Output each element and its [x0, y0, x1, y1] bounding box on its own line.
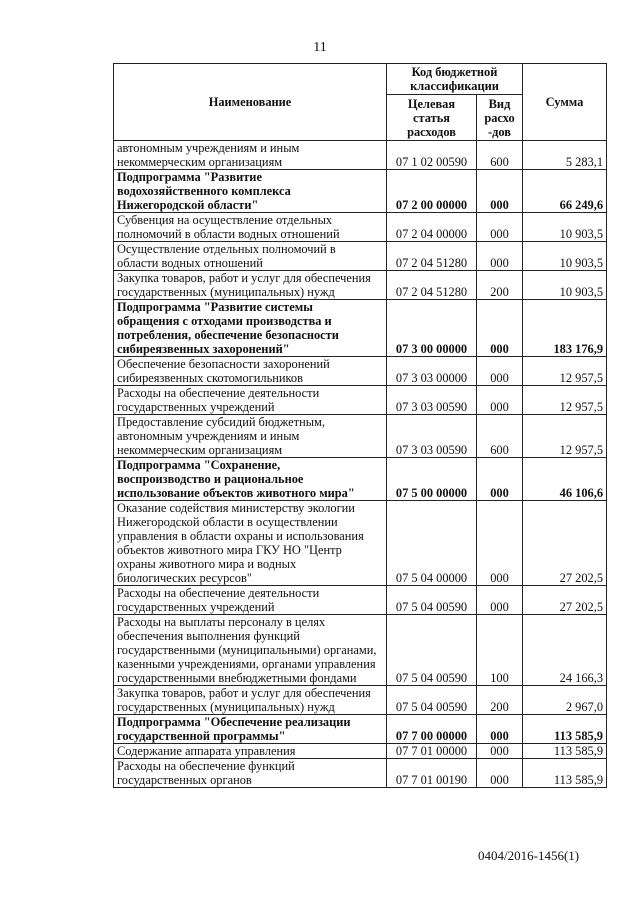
header-target: Целевая статья расходов — [387, 95, 477, 141]
cell-name: Расходы на обеспечение деятельности государственных учреждений — [114, 586, 387, 615]
header-kind: Вид расхо -дов — [477, 95, 523, 141]
cell-kind: 200 — [477, 271, 523, 300]
cell-name: Субвенция на осуществление отдельных полномочий в области водных отношений — [114, 213, 387, 242]
table-row — [114, 615, 607, 686]
table-row — [114, 141, 607, 170]
cell-sum: 27 202,5 — [523, 586, 607, 615]
table-row — [114, 744, 607, 759]
cell-sum: 10 903,5 — [523, 213, 607, 242]
cell-target: 07 5 04 00590 — [387, 586, 477, 615]
cell-sum: 113 585,9 — [523, 744, 607, 759]
cell-target: 07 5 04 00590 — [387, 686, 477, 715]
cell-name: Расходы на обеспечение деятельности государственных учреждений — [114, 386, 387, 415]
cell-target: 07 2 04 51280 — [387, 271, 477, 300]
cell-name: Подпрограмма "Развитие водохозяйственного комплекса Нижегородской области" — [114, 170, 387, 213]
cell-sum: 24 166,3 — [523, 615, 607, 686]
cell-sum: 10 903,5 — [523, 271, 607, 300]
cell-kind: 000 — [477, 744, 523, 759]
cell-kind: 000 — [477, 386, 523, 415]
cell-kind: 000 — [477, 170, 523, 213]
cell-kind: 000 — [477, 300, 523, 357]
cell-name: Содержание аппарата управления — [114, 744, 387, 759]
cell-kind: 100 — [477, 615, 523, 686]
cell-kind: 000 — [477, 586, 523, 615]
table-row — [114, 759, 607, 788]
cell-sum: 12 957,5 — [523, 357, 607, 386]
cell-name: Расходы на выплаты персоналу в целях обеспечения выполнения функций государственными (муниципальными) органами, казенными учреждениями, органами управления государственными внебюджетными фондами — [114, 615, 387, 686]
cell-target: 07 3 03 00000 — [387, 357, 477, 386]
table-row — [114, 715, 607, 744]
header-sum: Сумма — [523, 64, 607, 141]
cell-sum: 12 957,5 — [523, 386, 607, 415]
table-row — [114, 271, 607, 300]
cell-sum: 2 967,0 — [523, 686, 607, 715]
cell-kind: 000 — [477, 242, 523, 271]
table-body — [114, 141, 607, 788]
cell-name: автономным учреждениям и иным некоммерческим организациям — [114, 141, 387, 170]
table-row — [114, 586, 607, 615]
table-row — [114, 686, 607, 715]
budget-table — [113, 63, 607, 788]
cell-name: Закупка товаров, работ и услуг для обеспечения государственных (муниципальных) нужд — [114, 271, 387, 300]
cell-sum: 66 249,6 — [523, 170, 607, 213]
cell-target: 07 7 00 00000 — [387, 715, 477, 744]
cell-name: Подпрограмма "Развитие системы обращения с отходами производства и потребления, обеспечение безопасности сибиреязвенных захоронений" — [114, 300, 387, 357]
cell-kind: 000 — [477, 715, 523, 744]
cell-target: 07 5 04 00000 — [387, 501, 477, 586]
header-name: Наименование — [114, 64, 387, 141]
cell-sum: 113 585,9 — [523, 759, 607, 788]
cell-name: Оказание содействия министерству экологии Нижегородской области в осуществлении управления в области охраны и использования объектов животного мира ГКУ НО "Центр охраны животного мира и водных биологических ресурсов" — [114, 501, 387, 586]
cell-sum: 113 585,9 — [523, 715, 607, 744]
table-row — [114, 213, 607, 242]
table-row — [114, 170, 607, 213]
cell-sum: 27 202,5 — [523, 501, 607, 586]
cell-name: Расходы на обеспечение функций государственных органов — [114, 759, 387, 788]
page-number: 11 — [313, 40, 327, 55]
table-row — [114, 501, 607, 586]
cell-name: Предоставление субсидий бюджетным, автономным учреждениям и иным некоммерческим организациям — [114, 415, 387, 458]
cell-target: 07 2 04 51280 — [387, 242, 477, 271]
document-number: 0404/2016-1456(1) — [478, 848, 580, 863]
cell-name: Осуществление отдельных полномочий в области водных отношений — [114, 242, 387, 271]
cell-kind: 000 — [477, 458, 523, 501]
cell-kind: 000 — [477, 357, 523, 386]
table-row — [114, 300, 607, 357]
cell-sum: 10 903,5 — [523, 242, 607, 271]
cell-kind: 000 — [477, 501, 523, 586]
cell-kind: 200 — [477, 686, 523, 715]
table-row — [114, 386, 607, 415]
cell-target: 07 3 03 00590 — [387, 415, 477, 458]
cell-target: 07 1 02 00590 — [387, 141, 477, 170]
cell-name: Подпрограмма "Сохранение, воспроизводство и рациональное использование объектов животного мира" — [114, 458, 387, 501]
cell-target: 07 3 03 00590 — [387, 386, 477, 415]
header-code-group: Код бюджетной классификации — [387, 64, 523, 95]
cell-kind: 600 — [477, 141, 523, 170]
cell-target: 07 2 00 00000 — [387, 170, 477, 213]
cell-name: Обеспечение безопасности захоронений сибиреязвенных скотомогильников — [114, 357, 387, 386]
cell-sum: 183 176,9 — [523, 300, 607, 357]
cell-target: 07 5 04 00590 — [387, 615, 477, 686]
cell-kind: 000 — [477, 213, 523, 242]
table-row — [114, 242, 607, 271]
cell-name: Закупка товаров, работ и услуг для обеспечения государственных (муниципальных) нужд — [114, 686, 387, 715]
table-row — [114, 458, 607, 501]
table-row — [114, 357, 607, 386]
cell-target: 07 5 00 00000 — [387, 458, 477, 501]
cell-target: 07 7 01 00190 — [387, 759, 477, 788]
cell-target: 07 2 04 00000 — [387, 213, 477, 242]
table-row — [114, 415, 607, 458]
cell-target: 07 7 01 00000 — [387, 744, 477, 759]
cell-sum: 46 106,6 — [523, 458, 607, 501]
cell-kind: 000 — [477, 759, 523, 788]
cell-target: 07 3 00 00000 — [387, 300, 477, 357]
cell-sum: 5 283,1 — [523, 141, 607, 170]
cell-name: Подпрограмма "Обеспечение реализации государственной программы" — [114, 715, 387, 744]
cell-kind: 600 — [477, 415, 523, 458]
cell-sum: 12 957,5 — [523, 415, 607, 458]
